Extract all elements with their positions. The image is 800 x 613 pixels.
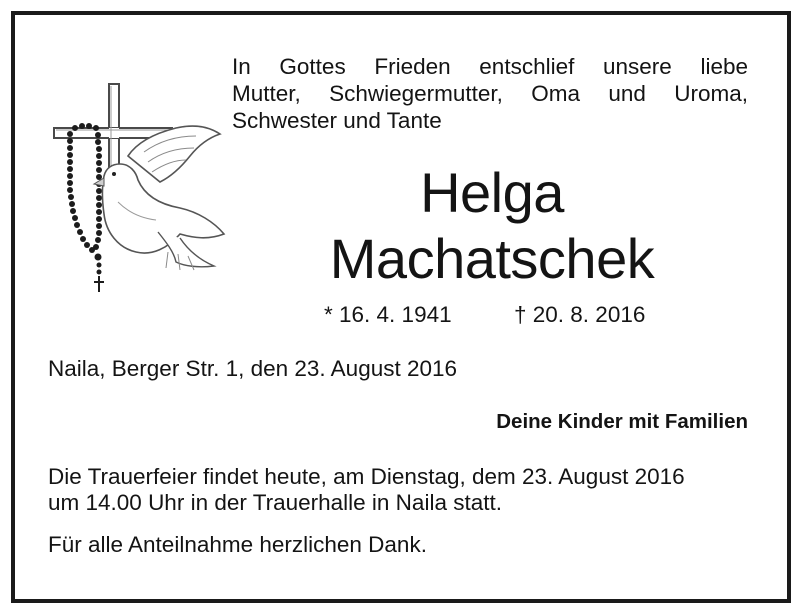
service-line: Die Trauerfeier findet heute, am Dienstag, dem 23. August 2016 [48,464,685,489]
emblem [48,82,230,296]
intro-line: Schwester und Tante [232,108,442,133]
birth-date: * 16. 4. 1941 [324,302,452,327]
service-info [48,464,750,516]
thanks-text: Für alle Anteilnahme herzlichen Dank. [48,532,427,557]
death-date: † 20. 8. 2016 [514,302,646,327]
service-line: um 14.00 Uhr in der Trauerhalle in Naila statt. [48,490,502,515]
rosary-icon [67,123,104,292]
last-name: Machatschek [329,227,655,290]
first-name: Helga [420,161,564,224]
intro-line: In Gottes Frieden entschlief unsere liebe [232,54,748,79]
location-date: Naila, Berger Str. 1, den 23. August 2016 [48,356,458,381]
signature: Deine Kinder mit Familien [496,410,748,433]
intro-text [232,53,748,134]
intro-line: Mutter, Schwiegermutter, Oma und Uroma, [232,81,748,106]
